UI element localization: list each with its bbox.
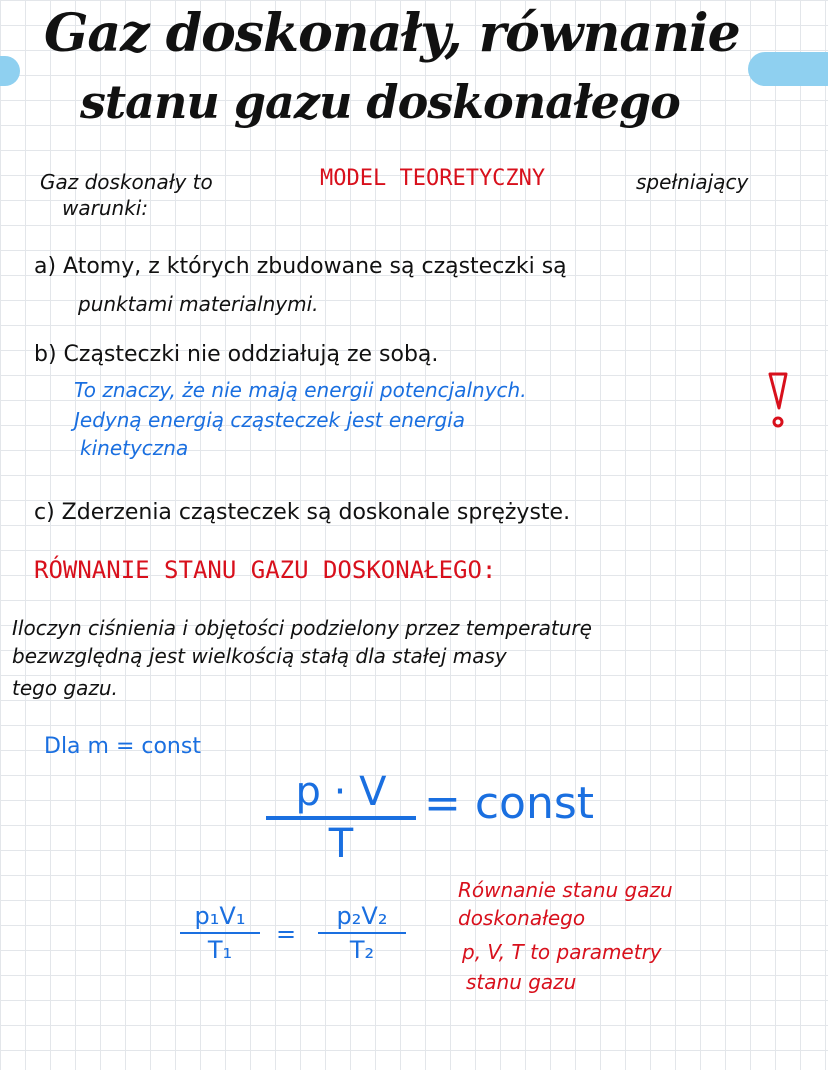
formula-main-rhs: = const xyxy=(424,778,595,829)
title-line-1: Gaz doskonały, równanie xyxy=(44,3,740,64)
statement-line-2: bezwzględną jest wielkością stałą dla stałej masy xyxy=(12,644,507,668)
statement-line-3: tego gazu. xyxy=(12,676,118,700)
formula-left-fraction xyxy=(180,902,260,964)
formula-main-fraction xyxy=(266,770,416,866)
condition-b-line-1: b) Cząsteczki nie oddziałują ze sobą. xyxy=(34,342,439,367)
condition-b-note-1: To znaczy, że nie mają energii potencjalnych. xyxy=(74,378,527,402)
intro-line-2: warunki: xyxy=(62,196,149,220)
formula-main-numerator: p · V xyxy=(295,769,387,815)
formula-main-denominator: T xyxy=(328,821,354,867)
condition-c-line-1: c) Zderzenia cząsteczek są doskonale sprężyste. xyxy=(34,500,571,525)
side-note-line-1: Równanie stanu gazu xyxy=(458,878,673,902)
formula-left-bar xyxy=(180,932,260,934)
condition-a-line-1: a) Atomy, z których zbudowane są cząsteczki są xyxy=(34,254,567,279)
intro-prefix: Gaz doskonały to xyxy=(40,170,213,194)
intro-highlight: MODEL TEORETYCZNY xyxy=(320,166,546,191)
formula-right-denominator: T₂ xyxy=(349,936,375,964)
title-line-2: stanu gazu doskonałego xyxy=(80,75,680,129)
page-tab-right xyxy=(748,52,828,86)
condition-a-line-2: punktami materialnymi. xyxy=(78,292,319,316)
formula-two-equals: = xyxy=(276,920,297,948)
condition-note: Dla m = const xyxy=(44,734,201,759)
condition-b-note-3: kinetyczna xyxy=(80,436,189,460)
page-tab-left xyxy=(0,56,20,86)
statement-line-1: Iloczyn ciśnienia i objętości podzielony przez temperaturę xyxy=(12,616,592,640)
side-note-line-4: stanu gazu xyxy=(466,970,577,994)
formula-left-denominator: T₁ xyxy=(207,936,233,964)
condition-b-note-2: Jedyną energią cząsteczek jest energia xyxy=(74,408,465,432)
formula-main-bar xyxy=(266,816,416,820)
formula-right-bar xyxy=(318,932,406,934)
formula-right-fraction xyxy=(318,902,406,964)
exclamation-icon xyxy=(766,370,790,432)
formula-right-numerator: p₂V₂ xyxy=(336,902,388,930)
equation-heading: RÓWNANIE STANU GAZU DOSKONAŁEGO: xyxy=(34,556,497,584)
formula-left-numerator: p₁V₁ xyxy=(194,902,246,930)
side-note-line-2: doskonałego xyxy=(458,906,586,930)
intro-suffix: spełniający xyxy=(636,170,749,194)
side-note-line-3: p, V, T to parametry xyxy=(462,940,662,964)
